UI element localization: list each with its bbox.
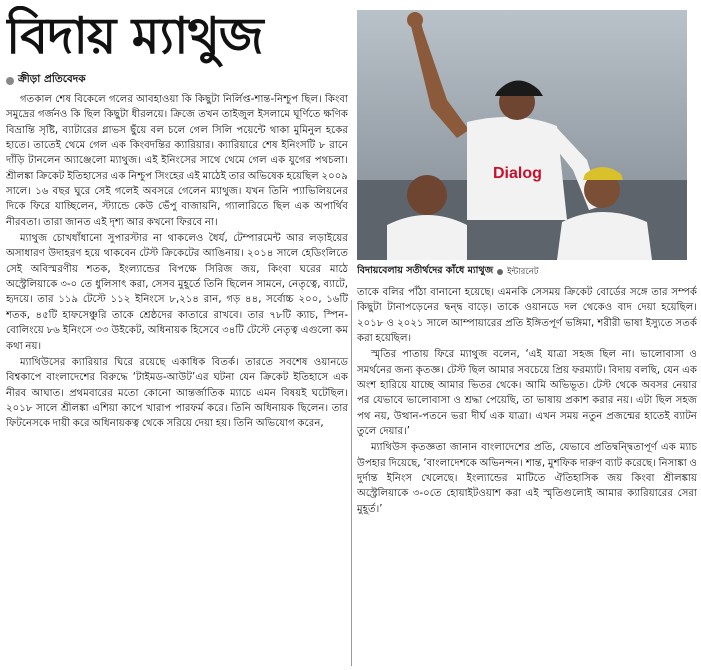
article-paragraph: স্মৃতির পাতায় ফিরে ম্যাথুজ বলেন, ‘এই যাত্রা সহজ ছিল না। ভালোবাসা ও সমর্থনের জন্য কৃতজ্ঞ। টেস্ট ছিল আমার সবচেয়ে প্রিয় ফরম্যাট। বিদায় বলছি, যেন এক অংশ হারিয়ে যাচ্ছে আমার ভিতর থেকে। আমি অভিভূত। টেস্ট থেকে অবসর নেয়ার পর যেভাবে ভালোবাসা ও শ্রদ্ধা পেয়েছি, তা ভাষায় প্রকাশ করার নয়। এটা ছিল সহজ পথ নয়, উত্থান-পতনে ভরা দীর্ঘ এক যাত্রা। এখন সময় নতুন প্রজন্মের হাতেই ব্যাটন তুলে দেয়ার।’ [357,349,697,438]
bullet-dot-icon [6,77,14,85]
left-column [6,6,348,666]
column-divider [351,300,352,666]
photo-credit: ইন্টারনেট [507,266,539,277]
article-photo [357,10,687,260]
photo-caption [357,264,697,279]
article-paragraph: তাকে বলির পাঁঠা বানানো হয়েছে। এমনকি সেসময় ক্রিকেট বোর্ডের সঙ্গে তার সম্পর্ক কিছুটা টানাপড়েনের দ্বন্দ্ব বাড়ে। তাকে ওয়ানডে দল থেকেও বাদ দেয়া হয়েছিল। ২০১৮ ও ২০২১ সালে আম্পায়ারের প্রতি ইঙ্গিতপূর্ণ ভঙ্গিমা, শরীরী ভাষা ইস্যুতে সতর্ক করা হয়েছিল। [357,287,697,345]
article-paragraph: ম্যাথুজ চোখধাঁধানো সুপারস্টার না থাকলেও ধৈর্য, টেম্পারমেন্ট আর লড়াইয়ের অসাধারণ উদাহরণ হয়ে থাকবেন টেস্ট ক্রিকেটের আঙিনায়। ২০১৪ সালে হেডিংলিতে সেই অবিস্মরণীয় শতক, ইংল্যান্ডের বিপক্ষে সিরিজ জয়, কিংবা ঘরের মাঠে অস্ট্রেলিয়াকে ৩-০ তে ধুলিসাৎ করা, সেসব মুহূর্তে তিনি ছিলেন সামনে, নেতৃত্বে, ব্যাটে, হৃদয়ে। তার ১১৯ টেস্টে ১১২ ইনিংসে ৮,২১৪ রান, গড় ৪৪, সর্বোচ্চ ২০০, ১৬টি শতক, ৪৫টি হাফসেঞ্চুরি তাকে শ্রেষ্ঠদের কাতারে রাখবে। তার ৭৮টি ক্যাচ, স্পিন-বোলিংয়ে ৮৬ ইনিংসে ৩৩ উইকেট, অধিনায়ক হিসেবে ৩৪টি টেস্টে নেতৃত্ব এগুলো কম কথা নয়। [6,233,348,352]
article-paragraph: ম্যাথিউসের ক্যারিয়ার ঘিরে রয়েছে একাধিক বিতর্ক। তারতে সবশেষ ওয়ানডে বিশ্বকাপে বাংলাদেশের বিরুদ্ধে ‘টাইমড-আউট’এর ঘটনা যেন ক্রিকেট ইতিহাসে এক নীরব আঘাত। প্রথমবারের মতো কোনো আন্তর্জাতিক ম্যাচে এমন বিষয়ই ঘটেছিল। ২০১৮ সালে শ্রীলঙ্কা এশিয়া কাপে খারাপ পারফর্ম করে। তিনি অধিনায়ক ছিলেন। তার ফিটনেসকে দায়ী করে অধিনায়কত্ব থেকে সরিয়ে দেয়া হয়। তিনি অভিযোগ করেন, [6,356,348,430]
bullet-dot-icon [497,269,503,275]
byline-text: ক্রীড়া প্রতিবেদক [18,73,86,85]
caption-text: বিদায়বেলায় সতীর্থদের কাঁধে ম্যাথুজ [357,265,494,276]
article-paragraph: ম্যাথিউস কৃতজ্ঞতা জানান বাংলাদেশের প্রতি, যেভাবে প্রতিদ্বন্দ্বিতাপূর্ণ এক ম্যাচ উপহার দিয়েছে, ‘বাংলাদেশকে অভিনন্দন। শান্ত, মুশফিক দারুণ ব্যাট করেছে। নিসাঙ্কা ও দুর্দান্ত ইনিংস খেলেছে। ইংল্যান্ডের মাটিতে ঐতিহাসিক জয় কিংবা শ্রীলঙ্কায় অস্ট্রেলিয়াকে ৩-০তে হোয়াইটওয়াশ করা এই স্মৃতিগুলোই আমার ক্যারিয়ারের সেরা মুহূর্ত।’ [357,442,697,515]
byline [6,72,348,89]
headline: বিদায় ম্যাথুজ [6,6,263,65]
photo-illustration [357,10,687,260]
article-paragraph: গতকাল শেষ বিকেলে গলের আবহাওয়া কি কিছুটা নির্লিপ্ত-শান্ত-নিশ্চুপ ছিল। কিংবা সমুদ্রের গর্জনও কি ছিল কিছুটা ধীরলয়ে। ক্রিজে তখন তাইজুল ইসলামে ঘূর্ণিতে ক্ষণিক বিভ্রান্তি সৃষ্টি, ব্যাটারের গ্লাভস ছুঁয়ে বল চলে গেল সিলি পয়েন্টে থাকা মুমিনুল হকের হাতে। তাতেই থেমে গেল এক কিংবদন্তির ক্যারিয়ার। ক্যারিয়ারে শেষ ইনিংসটি ৮ রানে দাঁড়ি টানলেন অ্যাঞ্জেলো ম্যাথুজ। এই ইনিংসের সাথে থেমে গেল এক যুগের পথচলা। শ্রীলঙ্কা ক্রিকেট ইতিহাসের এক নিশ্চুপ সিংহের এই মাঠেই তার অভিষেক হয়েছিল ২০০৯ সালে। ১৬ বছর ঘুরে সেই গলেই অবসরে গেলেন ম্যাথুজ। যখন তিনি প্যাভিলিয়নের দিকে ফিরে যাচ্ছিলেন, স্ট্যান্ডে কেউ ভেঁপু বাজায়নি, গ্যালারিতে ছিল এক অপার্থিব নীরবতা। তারা জানত এই দৃশ্য আর কখনো ফিরবে না। [6,94,348,228]
jersey-sponsor-text: Dialog [493,165,542,182]
right-column [357,10,697,666]
